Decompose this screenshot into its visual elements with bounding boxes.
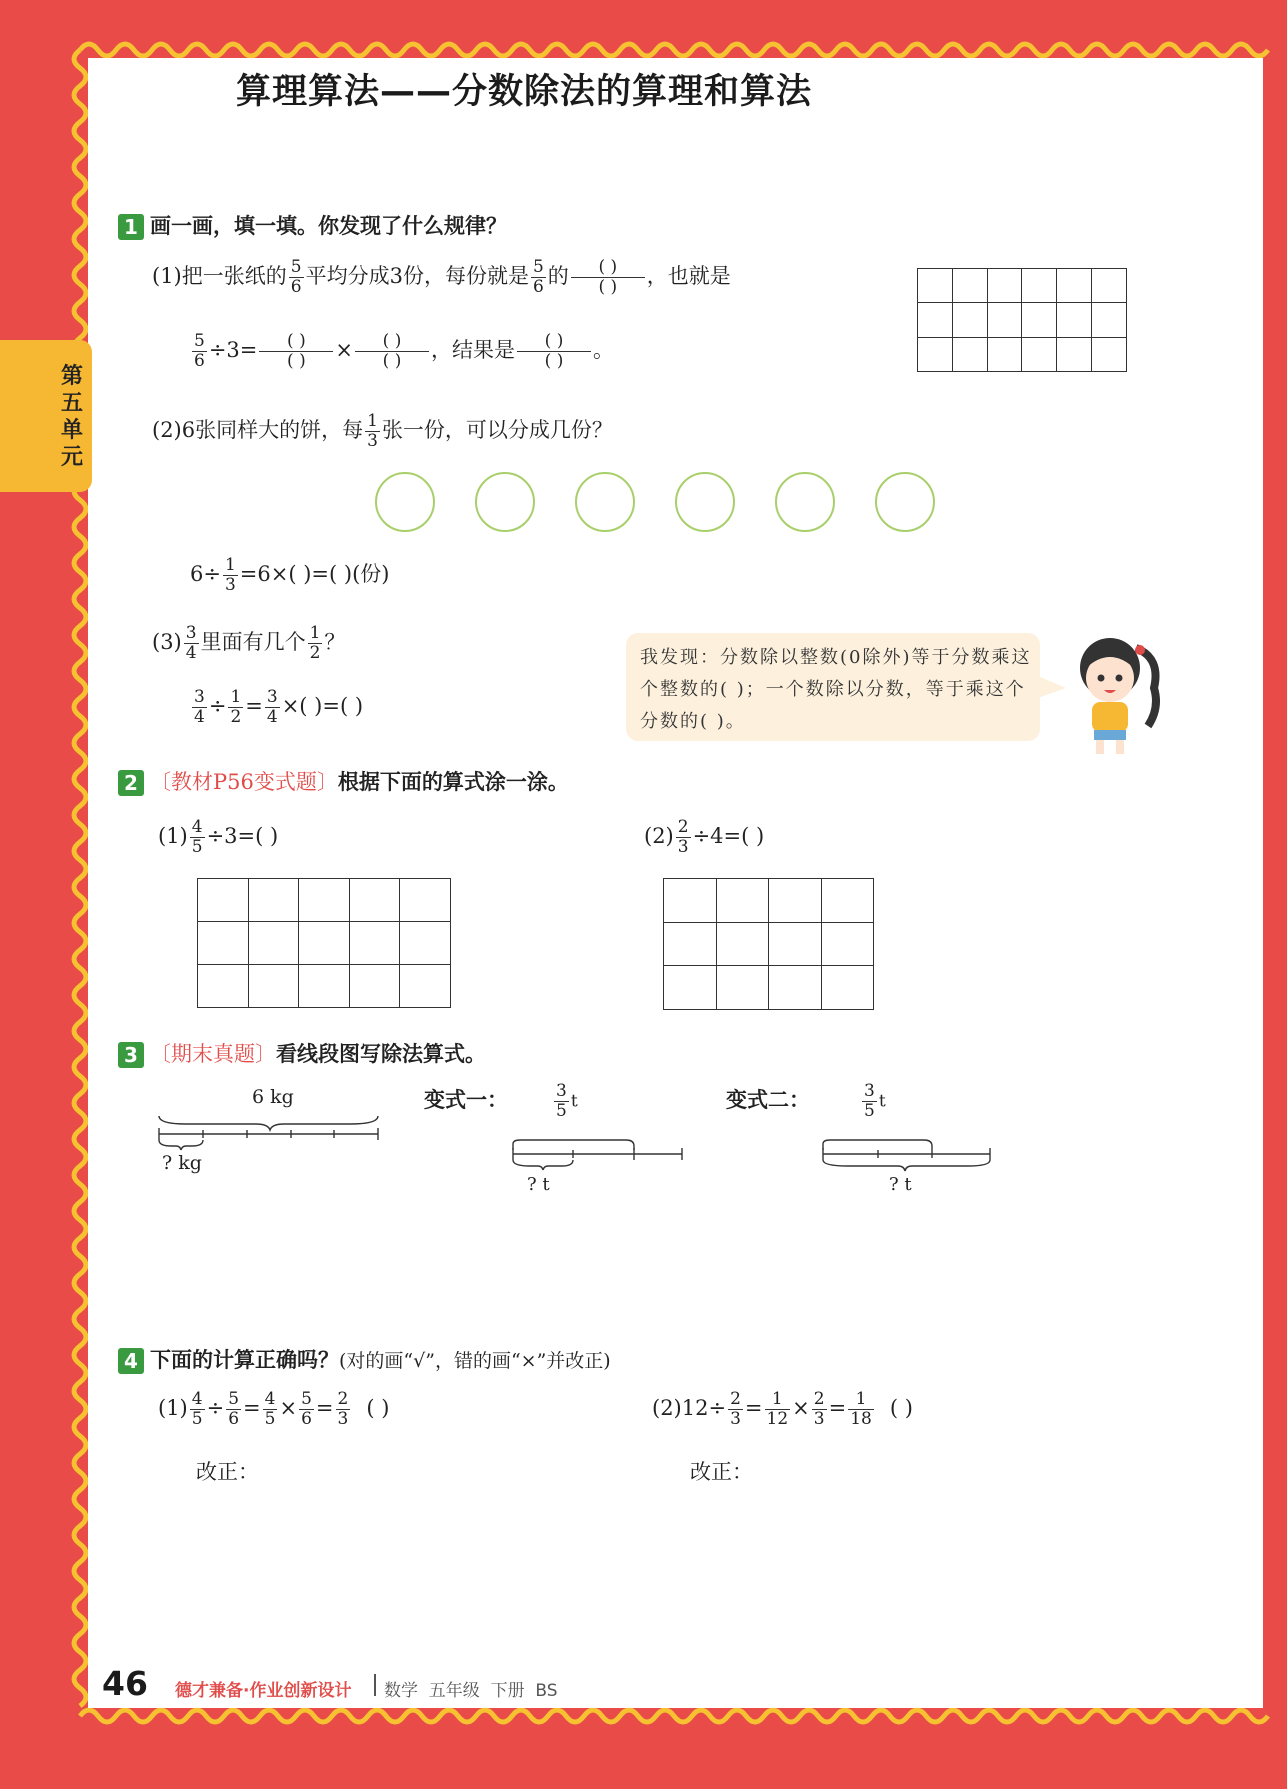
q4a-eq2: =	[315, 1396, 334, 1420]
q1-p1-text-a: (1)把一张纸的	[152, 264, 287, 288]
fraction-5-6: $\frac{5}{6}$	[290, 257, 302, 297]
answer-blank-fraction[interactable]: $\frac{( )}{( )}$	[571, 258, 645, 297]
fraction-1-3: $\frac{1}{3}$	[367, 411, 378, 451]
fraction-1-2: $\frac{1}{2}$	[309, 623, 321, 663]
q4b-frac-1-18: $\frac{1}{18}$	[850, 1389, 872, 1429]
q4b-eq2: =	[828, 1396, 847, 1420]
q4b-frac-1-12: $\frac{1}{12}$	[766, 1389, 789, 1429]
fraction-2-3: $\frac{2}{3}$	[677, 817, 689, 857]
q4b-check-box[interactable]: ( )	[889, 1396, 913, 1420]
q3-heading: 看线段图写除法算式。	[276, 1042, 486, 1066]
q1-part3-line	[152, 624, 345, 663]
div-3: ÷3=	[208, 338, 258, 362]
fraction-4-5: $\frac{4}{5}$	[191, 817, 203, 857]
q4-number: 4	[118, 1348, 144, 1374]
q1-p1-text-c: 的	[547, 264, 569, 288]
cake-circles[interactable]	[370, 470, 940, 534]
q1-p2-text-a: (2)6张同样大的饼，每	[152, 418, 364, 442]
q4a-times: ×	[279, 1396, 298, 1420]
fraction-5-6c: $\frac{5}{6}$	[194, 331, 205, 371]
eq-tail[interactable]: =6×( )=( )(份)	[239, 562, 390, 586]
q2-heading: 根据下面的算式涂一涂。	[337, 770, 569, 794]
fraction-1-2b: $\frac{1}{2}$	[230, 687, 242, 727]
variant-2-label: 变式二：	[726, 1088, 810, 1112]
q2-source-tag: 〔教材P56变式题〕	[150, 770, 338, 794]
footer-info: 数学 五年级 下册 BS	[384, 1681, 558, 1701]
answer-blank-fraction-1[interactable]: $\frac{( )}{( )}$	[259, 332, 333, 371]
q4-fix-a[interactable]: 改正：	[196, 1460, 259, 1484]
q4-fix-b[interactable]: 改正：	[690, 1460, 753, 1484]
variant-2-unknown: ? t	[889, 1174, 912, 1195]
q4b-frac-2-3b: $\frac{2}{3}$	[813, 1389, 825, 1429]
q4b-times: ×	[792, 1396, 810, 1420]
cake-circle-1	[376, 473, 434, 531]
q4-b-label: (2)12÷	[652, 1396, 727, 1420]
unit-tab-label: 第五单元	[60, 364, 83, 470]
q4-part2	[652, 1390, 913, 1429]
q2-part2	[644, 818, 764, 857]
q1-part3-equation	[190, 688, 363, 727]
girl-illustration	[1066, 628, 1162, 758]
q1-paper-grid[interactable]	[917, 268, 1127, 372]
q4a-frac-2-3: $\frac{2}{3}$	[337, 1389, 349, 1429]
d1-part-label: ? kg	[162, 1152, 202, 1174]
q1-number: 1	[118, 214, 144, 240]
fraction-3-4: $\frac{3}{4}$	[185, 623, 197, 663]
q1-heading-row	[118, 210, 507, 240]
q4a-frac-4-5b: $\frac{4}{5}$	[264, 1389, 276, 1429]
cake-circle-5	[776, 473, 834, 531]
cake-circle-2	[476, 473, 534, 531]
q4-heading-row	[118, 1344, 611, 1374]
q1-p2-text-b: 张一份，可以分成几份？	[381, 418, 613, 442]
page-title: 算理算法——分数除法的算理和算法	[236, 72, 813, 112]
result-is-text: ，结果是	[431, 338, 515, 362]
footer-brand: 德才兼备·作业创新设计	[175, 1681, 352, 1701]
q3-heading-row	[118, 1038, 486, 1068]
footer-divider	[374, 1674, 376, 1696]
q1-part1-line1	[152, 258, 731, 297]
q4-heading: 下面的计算正确吗？	[150, 1348, 339, 1372]
q4a-frac-4-5: $\frac{4}{5}$	[191, 1389, 203, 1429]
fraction-1-3b: $\frac{1}{3}$	[224, 555, 236, 595]
eq-6-div: 6÷	[190, 562, 221, 586]
q2-heading-row	[118, 766, 569, 796]
q1-p3-label: (3)	[152, 630, 182, 654]
q1-p1-text-b: 平均分成3份，每份就是	[305, 264, 529, 288]
eq3-tail[interactable]: ×( )=( )	[281, 694, 364, 718]
q1-p3-qmark: ？	[324, 630, 346, 654]
q4a-frac-5-6b: $\frac{5}{6}$	[301, 1389, 312, 1429]
answer-blank-fraction-2[interactable]: $\frac{( )}{( )}$	[355, 332, 429, 371]
fraction-3-4c: $\frac{3}{4}$	[266, 687, 278, 727]
q2-b-label: (2)	[644, 824, 674, 848]
answer-blank-fraction-3[interactable]: $\frac{( )}{( )}$	[517, 332, 591, 371]
q4-heading-note: (对的画“√”，错的画“×”并改正)	[339, 1350, 611, 1372]
d1-total-label: 6 kg	[252, 1086, 294, 1108]
period: 。	[593, 338, 614, 362]
q2-a-label: (1)	[158, 824, 188, 848]
div-sign: ÷	[208, 694, 227, 718]
q4-part1	[158, 1390, 389, 1429]
eq-sign: =	[245, 694, 263, 718]
variant-1-label: 变式一：	[424, 1088, 508, 1112]
cake-circle-6	[876, 473, 934, 531]
q4a-eq1: =	[243, 1396, 261, 1420]
variant-2-fraction: $\frac{3}{5}$ t	[864, 1081, 886, 1121]
page-number: 46	[102, 1664, 148, 1703]
variant-1-fraction: $\frac{3}{5}$ t	[556, 1081, 578, 1121]
q1-part1-line2	[190, 332, 614, 371]
q1-p1-text-d: ，也就是	[646, 264, 731, 288]
q3-number: 3	[118, 1042, 144, 1068]
fraction-3-4b: $\frac{3}{4}$	[194, 687, 205, 727]
q2-grid-a[interactable]	[197, 878, 451, 1008]
q1-p3-text: 里面有几个	[200, 630, 306, 654]
q2-grid-b[interactable]	[663, 878, 874, 1010]
q4a-check-box[interactable]: ( )	[366, 1396, 390, 1420]
cake-circle-4	[676, 473, 734, 531]
q2-b-tail[interactable]: ÷4=( )	[692, 824, 765, 848]
q2-part1	[158, 818, 278, 857]
q1-part2-equation	[190, 556, 389, 595]
times-sign: ×	[335, 338, 353, 362]
q4a-div: ÷	[206, 1396, 225, 1420]
q4-a-label: (1)	[158, 1396, 188, 1420]
cake-circle-3	[576, 473, 634, 531]
q2-a-tail[interactable]: ÷3=( )	[206, 824, 279, 848]
q4b-eq1: =	[744, 1396, 763, 1420]
q4a-frac-5-6: $\frac{5}{6}$	[228, 1389, 240, 1429]
q1-heading: 画一画，填一填。你发现了什么规律？	[150, 214, 507, 238]
variant-1-unknown: ? t	[527, 1174, 550, 1195]
q4b-frac-2-3: $\frac{2}{3}$	[730, 1389, 741, 1429]
fraction-5-6b: $\frac{5}{6}$	[532, 257, 544, 297]
bubble-pointer	[1038, 676, 1068, 700]
q1-part2-line	[152, 412, 613, 451]
q3-source-tag: 〔期末真题〕	[150, 1042, 276, 1066]
discovery-text[interactable]: 我发现：分数除以整数(0除外)等于分数乘这个整数的( )；一个数除以分数，等于乘这个分数的( )。	[640, 647, 1032, 732]
q2-number: 2	[118, 770, 144, 796]
